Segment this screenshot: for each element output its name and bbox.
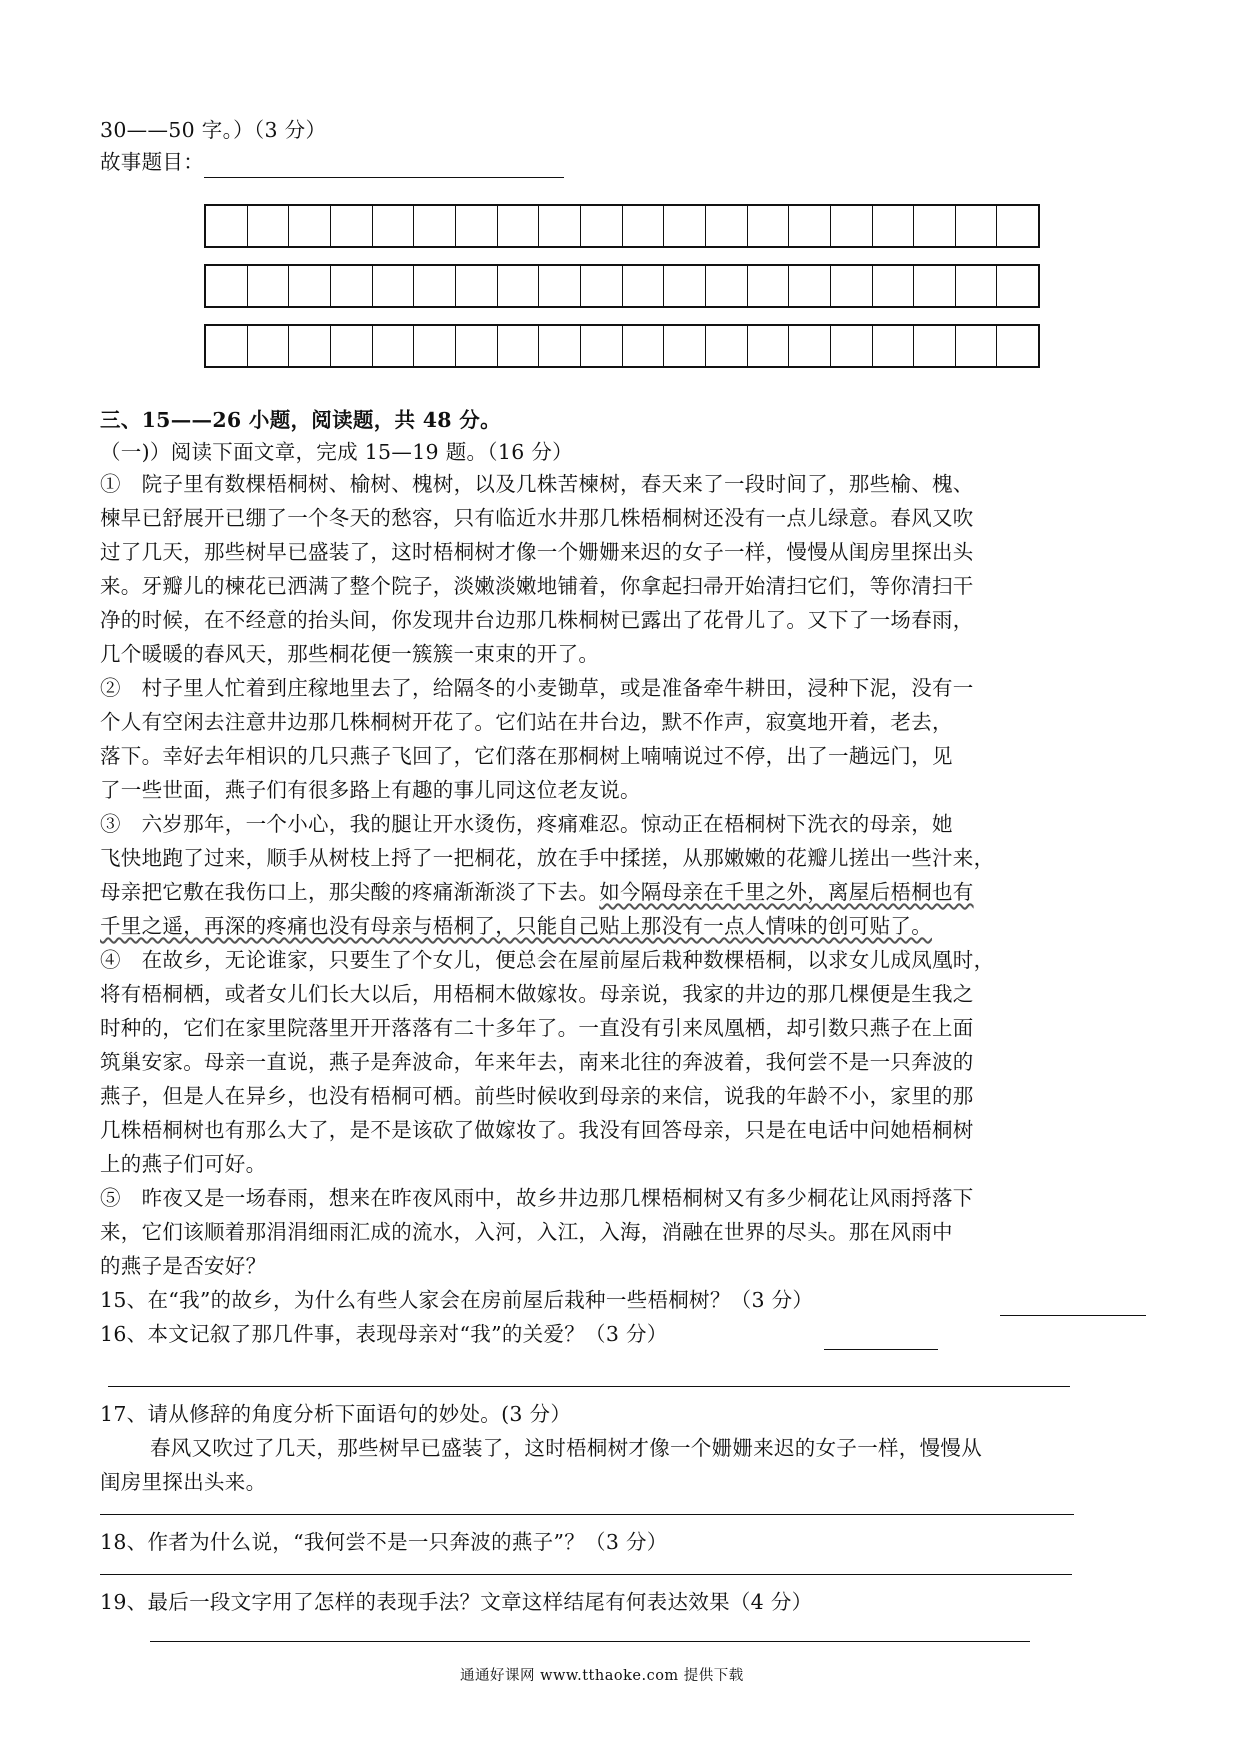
reading-1-instruction: （一)）阅读下面文章，完成 15—19 题。（16 分） [100, 440, 573, 464]
question-17-quote-line: 闺房里探出头来。 [100, 1470, 267, 1494]
page-footer: 通通好课网 www.tthaoke.com 提供下载 [460, 1668, 744, 1684]
article-line: 了一些世面，燕子们有很多路上有趣的事儿同这位老友说。 [100, 778, 641, 802]
question-15: 15、在“我”的故乡，为什么有些人家会在房前屋后栽种一些梧桐树？（3 分） [100, 1288, 814, 1312]
article-line: 几株梧桐树也有那么大了，是不是该砍了做嫁妆了。我没有回答母亲，只是在电话中问她梧桐树 [100, 1118, 974, 1142]
article-line: 时种的，它们在家里院落里开开落落有二十多年了。一直没有引来凤凰栖，却引数只燕子在上面 [100, 1016, 974, 1040]
article-line: 飞快地跑了过来，顺手从树枝上捋了一把桐花，放在手中揉搓，从那嫩嫩的花瓣儿搓出一些汁来， [100, 846, 995, 870]
question-17-quote-line: 春风又吹过了几天，那些树早已盛装了，这时梧桐树才像一个姗姗来迟的女子一样，慢慢从 [150, 1436, 982, 1460]
article-line: 的燕子是否安好？ [100, 1254, 267, 1278]
article-line: 楝早已舒展开已绷了一个冬天的愁容，只有临近水井那几株梧桐树还没有一点儿绿意。春风又吹 [100, 506, 974, 530]
article-line: 落下。幸好去年相识的几只燕子飞回了，它们落在那桐树上喃喃说过不停，出了一趟远门，见 [100, 744, 953, 768]
story-title-label: 故事题目： [100, 150, 204, 174]
article-line: 过了几天，那些树早已盛装了，这时梧桐树才像一个姗姗来迟的女子一样，慢慢从闺房里探出头 [100, 540, 974, 564]
article-line: 来，它们该顺着那涓涓细雨汇成的流水，入河，入江，入海，消融在世界的尽头。那在风雨中 [100, 1220, 953, 1244]
writing-grid-row-1[interactable] [204, 204, 1040, 248]
section-3-heading: 三、15——26 小题，阅读题，共 48 分。 [100, 408, 501, 432]
answer-line-16[interactable] [108, 1386, 1070, 1387]
article-line: ③ 六岁那年，一个小心，我的腿让开水烫伤，疼痛难忍。惊动正在梧桐树下洗衣的母亲，她 [100, 812, 953, 836]
answer-line-17[interactable] [100, 1514, 1074, 1515]
question-16: 16、本文记叙了那几件事，表现母亲对“我”的关爱？（3 分） [100, 1322, 668, 1346]
article-line: 净的时候，在不经意的抬头间，你发现井台边那几株桐树已露出了花骨儿了。又下了一场春雨， [100, 608, 974, 632]
article-line: 上的燕子们可好。 [100, 1152, 267, 1176]
article-line: ⑤ 昨夜又是一场春雨，想来在昨夜风雨中，故乡井边那几棵梧桐树又有多少桐花让风雨捋落下 [100, 1186, 974, 1210]
story-title-blank[interactable] [204, 177, 564, 178]
writing-grid-row-3[interactable] [204, 324, 1040, 368]
question-17: 17、请从修辞的角度分析下面语句的妙处。(3 分） [100, 1402, 572, 1426]
question-18: 18、作者为什么说，“我何尝不是一只奔波的燕子”？（3 分） [100, 1530, 668, 1554]
wavy-underlined-sentence: 千里之遥，再深的疼痛也没有母亲与梧桐了，只能自己贴上那没有一点人情味的创可贴了。 [100, 914, 932, 938]
answer-line-19[interactable] [150, 1641, 1030, 1642]
article-line: ① 院子里有数棵梧桐树、榆树、槐树，以及几株苦楝树，春天来了一段时间了，那些榆、槐、 [100, 472, 974, 496]
article-line: ④ 在故乡，无论谁家，只要生了个女儿，便总会在屋前屋后栽种数棵梧桐，以求女儿成凤凰时， [100, 948, 995, 972]
article-line: 来。牙瓣儿的楝花已洒满了整个院子，淡嫩淡嫩地铺着，你拿起扫帚开始清扫它们，等你清扫干 [100, 574, 974, 598]
article-line: 筑巢安家。母亲一直说，燕子是奔波命，年来年去，南来北往的奔波着，我何尝不是一只奔波的 [100, 1050, 974, 1074]
answer-blank-15[interactable] [1000, 1315, 1146, 1316]
answer-line-18[interactable] [100, 1574, 1072, 1575]
instruction-tail: 30——50 字。）（3 分） [100, 118, 327, 142]
article-line: ② 村子里人忙着到庄稼地里去了，给隔冬的小麦锄草，或是准备牵牛耕田，浸种下泥，没有一 [100, 676, 974, 700]
question-19: 19、最后一段文字用了怎样的表现手法？文章这样结尾有何表达效果（4 分） [100, 1590, 813, 1614]
article-line: 几个暖暖的春风天，那些桐花便一簇簇一束束的开了。 [100, 642, 600, 666]
wavy-underlined-sentence: 如今隔母亲在千里之外，离屋后梧桐也有 [599, 880, 974, 904]
article-text: 母亲把它敷在我伤口上，那尖酸的疼痛渐渐淡了下去。 [100, 880, 600, 904]
article-line [100, 876, 974, 909]
answer-blank-16-inline[interactable] [824, 1349, 938, 1350]
writing-grid-row-2[interactable] [204, 264, 1040, 308]
article-line [100, 910, 932, 943]
article-line: 个人有空闲去注意井边那几株桐树开花了。它们站在井台边，默不作声，寂寞地开着，老去， [100, 710, 953, 734]
article-line: 将有梧桐栖，或者女儿们长大以后，用梧桐木做嫁妆。母亲说，我家的井边的那几棵便是生我之 [100, 982, 974, 1006]
article-line: 燕子，但是人在异乡，也没有梧桐可栖。前些时候收到母亲的来信，说我的年龄不小，家里的那 [100, 1084, 974, 1108]
